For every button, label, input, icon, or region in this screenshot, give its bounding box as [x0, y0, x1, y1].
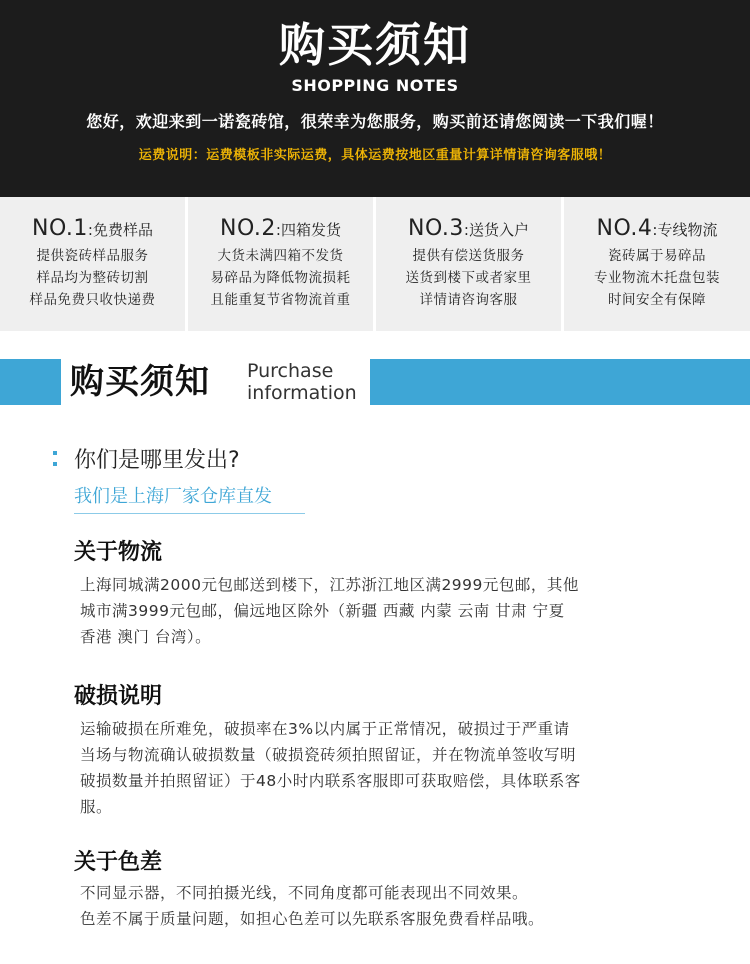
text-line: 香港 澳门 台湾）。	[80, 628, 212, 646]
note-line: 样品免费只收快递费	[29, 292, 156, 308]
logistics-heading: 关于物流	[74, 540, 163, 565]
color-diff-text	[80, 880, 720, 932]
section-title: 购买须知	[70, 362, 210, 402]
text-line: 运输破损在所难免，破损率在3%以内属于正常情况，破损过于严重请	[80, 720, 570, 738]
note-line: 详情请咨询客服	[419, 292, 518, 308]
note-number: NO.4	[596, 216, 653, 241]
note-line: 提供有偿送货服务	[412, 248, 525, 264]
text-line: 上海同城满2000元包邮送到楼下，江苏浙江地区满2999元包邮，其他	[80, 576, 579, 594]
note-line: 瓷砖属于易碎品	[608, 248, 706, 264]
note-line: 且能重复节省物流首重	[210, 292, 351, 308]
welcome-text: 您好，欢迎来到一诺瓷砖馆，很荣幸为您服务，购买前还请您阅读一下我们喔！	[86, 112, 664, 131]
hero-title: 购买须知	[279, 18, 471, 72]
note-card-3	[376, 197, 561, 331]
section-bar-left	[0, 359, 61, 405]
note-card-1	[0, 197, 185, 331]
note-line: 提供瓷砖样品服务	[36, 248, 149, 264]
hero-banner	[0, 0, 750, 197]
damage-text	[80, 716, 720, 820]
text-line: 服。	[80, 798, 113, 816]
note-line: 时间安全有保障	[608, 292, 706, 308]
question-title: 你们是哪里发出?	[74, 448, 240, 473]
text-line: 当场与物流确认破损数量（破损瓷砖须拍照留证，并在物流单签收写明	[80, 746, 577, 764]
note-number: NO.3	[408, 216, 464, 241]
note-number: NO.2	[220, 216, 276, 241]
note-label: :送货入户	[463, 221, 529, 239]
note-line: 大货未满四箱不发货	[217, 248, 344, 264]
notes-row	[0, 197, 750, 331]
text-line: 色差不属于质量问题，如担心色差可以先联系客服免费看样品哦。	[80, 910, 545, 928]
text-line: 破损数量并拍照留证）于48小时内联系客服即可获取赔偿，具体联系客	[80, 772, 581, 790]
section-en-line-2: information	[247, 382, 357, 404]
answer-underline	[74, 513, 305, 514]
logistics-text	[80, 572, 720, 650]
note-label: :专线物流	[652, 221, 718, 239]
text-line: 城市满3999元包邮，偏远地区除外（新疆 西藏 内蒙 云南 甘肃 宁夏	[80, 602, 565, 620]
section-bar-right	[370, 359, 750, 405]
damage-heading: 破损说明	[74, 684, 163, 709]
note-line: 易碎品为降低物流损耗	[210, 270, 351, 286]
section-en-line-1: Purchase	[247, 360, 334, 382]
note-card-2	[188, 197, 373, 331]
note-number: NO.1	[32, 216, 88, 241]
note-label: :四箱发货	[275, 221, 341, 239]
color-diff-heading: 关于色差	[74, 850, 163, 875]
note-line: 送货到楼下或者家里	[405, 270, 532, 286]
note-line: 样品均为整砖切割	[36, 270, 149, 286]
question-answer: 我们是上海厂家仓库直发	[74, 486, 272, 507]
note-label: :免费样品	[87, 221, 153, 239]
note-line: 专业物流木托盘包装	[594, 270, 720, 286]
section-header	[0, 357, 750, 407]
question-colon-icon	[53, 451, 57, 473]
hero-subtitle: SHOPPING NOTES	[291, 76, 459, 95]
shipping-note: 运费说明：运费模板非实际运费，具体运费按地区重量计算详情请咨询客服哦！	[138, 148, 612, 163]
note-card-4	[564, 197, 750, 331]
text-line: 不同显示器，不同拍摄光线，不同角度都可能表现出不同效果。	[80, 884, 529, 902]
